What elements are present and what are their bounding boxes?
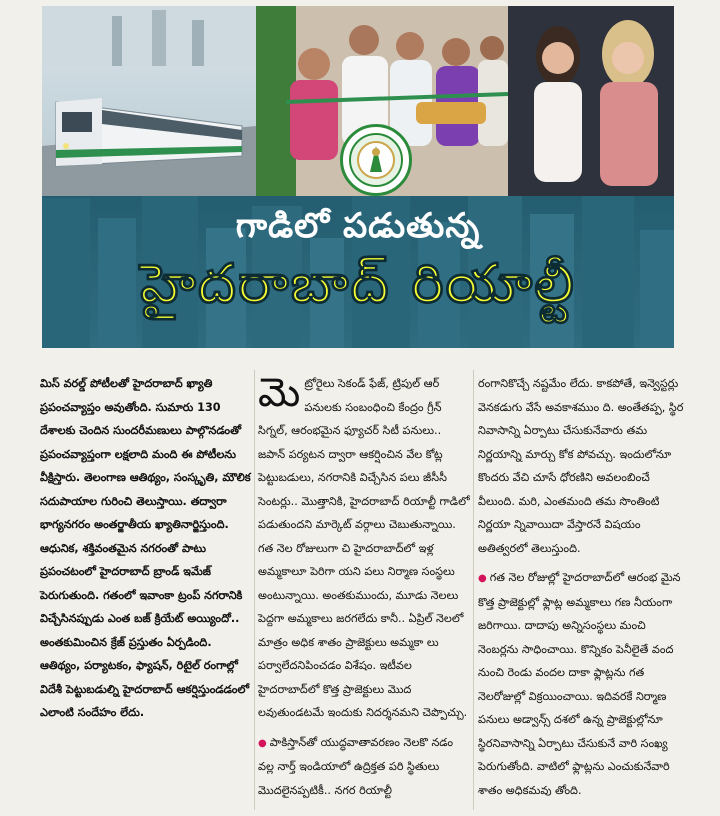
- headline-line-1: గాడిలో పడుతున్న: [235, 206, 481, 246]
- headline-line-2: హైదరాబాద్ రియాల్టీ: [140, 252, 576, 315]
- paragraph: [258, 731, 470, 803]
- article-body: [0, 362, 720, 816]
- telangana-emblem: [340, 124, 412, 196]
- paragraph-text: పాకిస్తాన్‌తో యుద్ధవాతావరణం నెలకొ నడం వల్ల నార్త్ ఇండియాలో ఉద్రిక్తత పరి స్థితులు మొదలైనప్పటికీ.. నగర రియాల్టీ: [258, 735, 454, 797]
- bullet-icon: ●: [258, 737, 267, 749]
- contestants-icon: [508, 6, 674, 196]
- article-column-1: [40, 372, 252, 731]
- paragraph: [478, 566, 684, 802]
- metro-train-photo: [42, 6, 256, 196]
- emblem-icon: [348, 132, 404, 188]
- paragraph-text: గత నెల రోజుల్లో హైదరాబాద్‌లో ఆరంభ మైన కొత్త ప్రాజెక్టుల్లో ఫ్లాట్ల అమ్మకాలు గణ నీయంగా జరిగాయి. దాదాపు అన్నిసంస్థలు మంచి నెంబర్లను సాధించాయి. కొన్నికం పెనీలైతే వంద నుంచి రెండు వందల దాకా ఫ్లాట్లను గత నెలరోజుల్లో విక్రయించాయి. ఇదివరకే నిర్మాణ పనులు అడ్వాన్స్ దశలో ఉన్న ప్రాజెక్టుల్లోనూ స్థిరనివాసాన్ని ఏర్పాటు చేసుకునే వారి సంఖ్య పెరుగుతోంది. వాటిలో ఫ్లాట్లను ఎంచుకునేవారి శాతం అధికమవు తోంది.: [478, 571, 681, 797]
- beauty-pageant-contestants-photo: [508, 6, 674, 196]
- column-divider: [254, 370, 255, 810]
- bullet-icon: ●: [478, 573, 487, 584]
- metro-train-icon: [42, 6, 256, 196]
- paragraph: [258, 372, 470, 725]
- banner: [42, 6, 674, 348]
- article-column-2: [258, 372, 470, 808]
- paragraph: రంగానికొచ్చే నష్టమేం లేదు. కాకపోతే, ఇన్వెస్టర్లు వెనకడుగు వేసే అవకాశముం ది. అంతేతప్ప, స్థిర నివాసాన్ని ఏర్పాటు చేసుకునేవారు తమ నిర్ణయాన్ని మార్చు కోక పోవచ్చు. ఇందులోనూ కొందరు వేచి చూసే ధోరణిని అవలంబించే వీలుంది. మరి, ఎంతమంది తమ సొంతింటి నిర్ణయా న్నివాయిదా వేస్తారనే విషయం అతిత్వరలో తెలుస్తుంది.: [478, 377, 684, 555]
- paragraph: మిస్ వరల్డ్ పోటీలతో హైదరాబాద్ ఖ్యాతి ప్రపంచవ్యాప్తం అవుతోంది. సుమారు 130 దేశాలకు చెందిన సుందరీమణులు పాల్గొనడంతో ప్రపంచవ్యాప్తంగా లక్షలాది మంది ఈ పోటీలను వీక్షిస్తారు. తెలంగాణ ఆతిథ్యం, సంస్కృతి, మౌలిక సదుపాయాల గురించి తెలుస్తాయి. తద్వారా భాగ్యనగరం అంతర్జాతీయ ఖ్యాతినార్జిస్తుంది. ఆధునిక, శక్తివంతమైన నగరంతో పాటు ప్రపంచటంలో హైదరాబాద్ బ్రాండ్ ఇమేజ్ పెరుగుతుంది. గతంలో ఇవాంకా ట్రంప్ నగరానికి విచ్చేసినప్పుడు ఎంత బజ్ క్రియేట్ అయ్యిందో.. అంతకుమించిన క్రేజ్ ప్రస్తుతం ఏర్పడింది. ఆతిథ్యం, పర్యాటకం, ఫ్యాషన్, రిటైల్ రంగాల్లో విదేశీ పెట్టుబడుల్ని హైదరాబాద్ ఆకర్షిస్తుండడంలో ఎలాంటి సందేహం లేదు.: [40, 377, 251, 719]
- article-column-3: [478, 372, 684, 808]
- drop-cap: మె: [258, 370, 301, 416]
- paragraph-text: ట్రోరైలు సెకండ్ ఫేజ్, ట్రిపుల్ ఆర్ పనులకు సంబంధించి కేంద్రం గ్రీన్ సిగ్నల్, ఆరంభమైన ఫ్యూచర్ సిటీ పనులు.. జపాన్ పర్యటన ద్వారా ఆకర్షించిన వేల కోట్ల పెట్టుబడులు, నగరానికి విచ్చేసిన పలు జీసీసీ సెంటర్లు.. మొత్తానికి, హైదరాబాద్ రియాల్టీ గాడిలో పడుతుందని మార్కెట్ వర్గాలు చెబుతున్నాయి. గత నెల రోజులుగా చి హైదరాబాద్‌లో ఇళ్ల అమ్మకాలూ పెరిగా యని పలు నిర్మాణ సంస్థలు అంటున్నాయి. అంతకుముందు, మూడు నెలలు పెద్దగా అమ్మకాలు జరగలేదు కానీ.. ఏప్రిల్ నెలలో మాత్రం అధిక శాతం ప్రాజెక్టులు అమ్మకా లు పర్వాలేదనిపించడం విశేషం. ఇటీవల హైదరాబాద్‌లో కొత్త ప్రాజెక్టులు మొద లవుతుండటమే ఇందుకు నిదర్శనమని చెప్పొచ్చు.: [258, 377, 470, 719]
- column-divider: [473, 370, 474, 810]
